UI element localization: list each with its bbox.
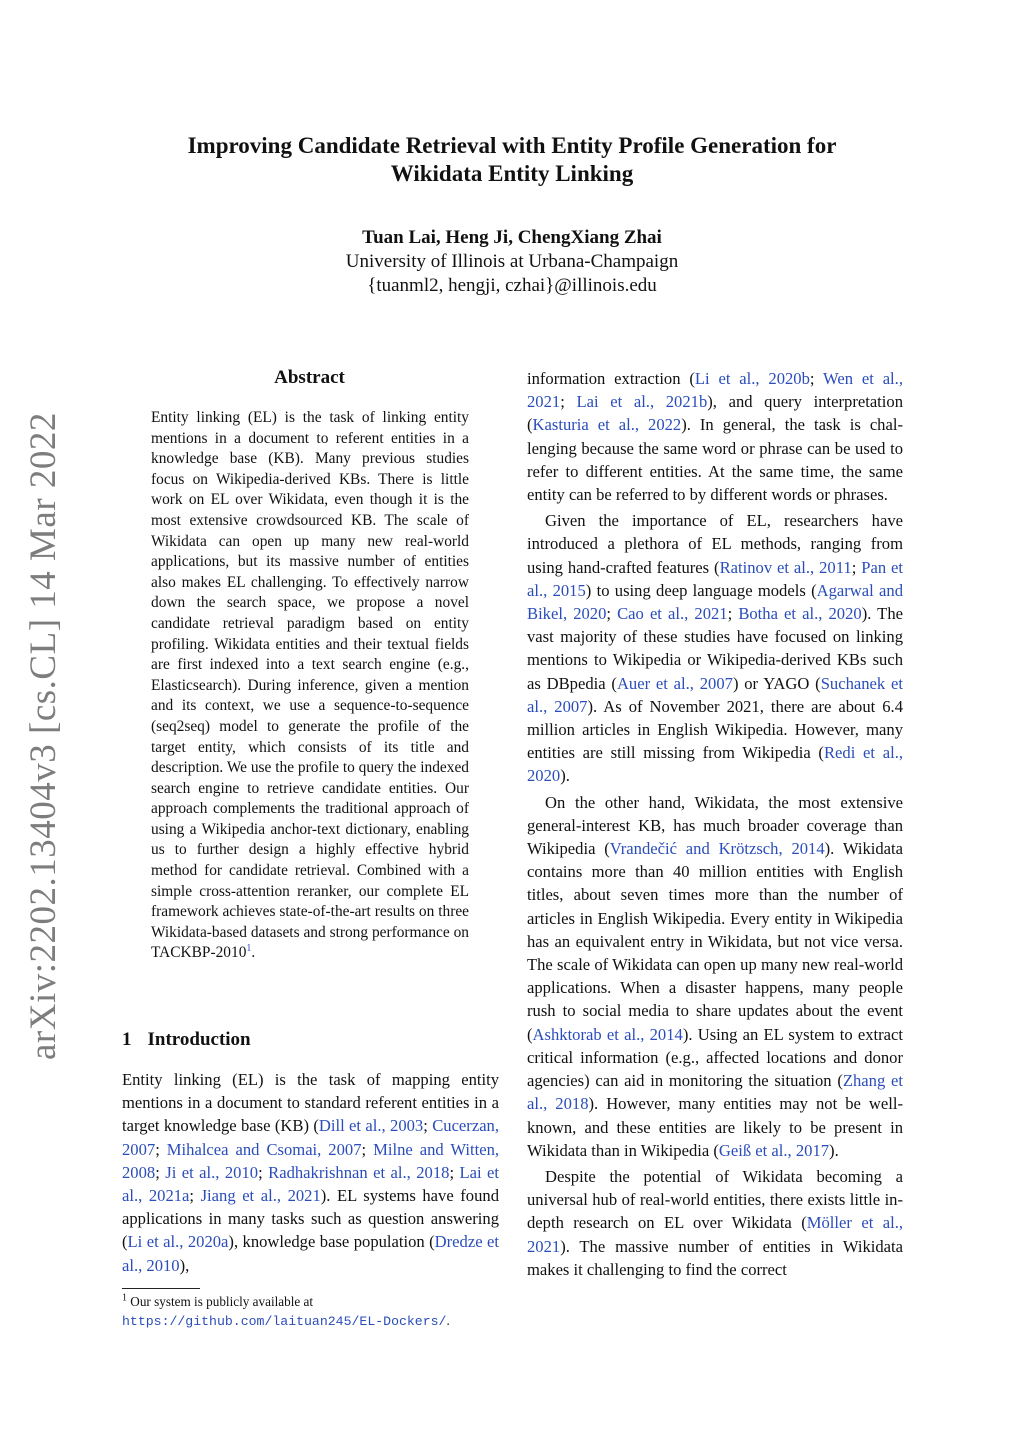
right-column [527,367,903,1281]
citation-link[interactable]: Vrandečić and Krötzsch, 2014 [609,839,825,859]
citation-link[interactable]: Wen et al., 2021 [527,369,903,412]
github-link[interactable]: https://github.com/laituan245/EL-Dockers/ [122,1314,447,1329]
intro-paragraph-1-continued [527,367,903,506]
citation-link[interactable]: Zhang et al., 2018 [527,1071,903,1114]
separator: ; [361,1139,374,1159]
text-run: ) to using deep language models ( [585,580,817,600]
citation-link[interactable]: Botha et al., 2020 [738,604,862,624]
text-run: ). [560,766,570,786]
text-run: ). The vast majority of these studies have focused on linking mentions to Wikipedia or Wikipedia-derived KBs such as DBpedia ( [527,604,903,693]
intro-paragraph-3 [527,791,903,1162]
text-run: ). As of November 2021, there are about 6.4 million articles in English Wikipedia. However, many entities are still missing from Wikipedia ( [527,696,903,763]
abstract-end: . [251,944,256,962]
section-title: Introduction [147,1029,251,1050]
footnote [122,1292,512,1331]
citation-link[interactable]: Ji et al., 2010 [165,1162,259,1182]
separator: ; [449,1162,460,1182]
text-run: ). [829,1140,839,1160]
text-run: Entity linking (EL) is the task of mapping entity mentions in a document to standard referent entities in a target knowledge base (KB) ( [122,1070,499,1136]
citation-link[interactable]: Li et al., 2020a [127,1232,229,1252]
citation-link[interactable]: Geiß et al., 2017 [718,1140,830,1160]
paper-title [100,132,924,188]
arxiv-identifier: arXiv:2202.13404v3 [cs.CL] 14 Mar 2022 [23,412,64,1060]
title-line-2: Wikidata Entity Linking [390,161,634,186]
abstract-heading: Abstract [274,367,345,388]
citation-link[interactable]: Milne and Witten, 2008 [122,1139,500,1182]
text-run: Despite the potential of Wikidata becoming a universal hub of real-world entities, there exists little in-depth research on EL over Wikidata ( [527,1166,903,1233]
citation-link[interactable]: Radhakrishnan et al., 2018 [268,1162,450,1182]
separator: ; [155,1139,167,1159]
citation-link[interactable]: Dill et al., 2003 [318,1116,424,1136]
separator: ; [606,604,618,624]
text-run: On the other hand, Wikidata, the most extensive general-interest KB, has much broader coverage than Wikipedia ( [527,792,903,859]
title-line-1: Improving Candidate Retrieval with Entity Profile Generation for [187,133,837,158]
text-run: ). The massive number of entities in Wikidata makes it challenging to find the correct [527,1236,903,1279]
abstract-text [151,408,469,964]
intro-paragraph-4 [527,1165,903,1281]
separator: ; [727,604,739,624]
text-run: ), knowledge base population ( [228,1232,435,1252]
separator: ; [189,1186,201,1206]
citation-link[interactable]: Pan et al., 2015 [527,557,903,600]
footnote-mark: 1 [122,1292,127,1304]
section-number: 1 [122,1029,132,1050]
citation-link[interactable]: Ashktorab et al., 2014 [532,1024,683,1044]
citation-link[interactable]: Lai et al., 2021b [576,392,708,412]
footnote-ref[interactable]: 1 [246,943,252,955]
text-run: ) or YAGO ( [732,673,821,693]
text-run: information extraction ( [527,369,695,388]
separator: ; [423,1116,433,1136]
citation-link[interactable]: Möller et al., 2021 [527,1213,903,1256]
citation-link[interactable]: Li et al., 2020b [694,369,810,388]
separator: ; [560,392,577,412]
citation-link[interactable]: Lai et al., 2021a [122,1162,500,1206]
citation-link[interactable]: Dredze et al., 2010 [122,1232,499,1275]
text-run: ). In general, the task is challenging because the same word or phrase can be used to refer to different entities. At the same time, the same entity can be referred to by different words or phrases. [527,415,903,505]
text-run: Given the importance of EL, researchers have introduced a plethora of EL methods, ranging from using hand-crafted features ( [527,511,903,577]
separator: ; [155,1162,166,1182]
citation-link[interactable]: Mihalcea and Csomai, 2007 [166,1139,362,1159]
section-heading-introduction [122,1029,251,1051]
intro-paragraph-2 [527,509,903,787]
footnote-text: Our system is publicly available at [127,1294,314,1309]
citation-link[interactable]: Cucerzan, 2007 [122,1116,499,1159]
citation-link[interactable]: Suchanek et al., 2007 [527,673,903,716]
citation-link[interactable]: Agarwal and Bikel, 2020 [527,580,903,624]
separator: ; [258,1162,269,1182]
authors: Tuan Lai, Heng Ji, ChengXiang Zhai [362,227,662,248]
intro-paragraph-1 [122,1068,499,1277]
citation-link[interactable]: Kasturia et al., 2022 [532,415,682,435]
text-run: ). Wikidata contains more than 40 million entities with English titles, about seven times more than the number of articles in English Wikipedia. Every entity in Wikipedia has an equivalent entry in Wikidata, but not vice versa. The scale of Wikidata can open up many new real-world applications. When a disaster happens, many people rush to social media to share updates about the event ( [527,839,903,1044]
citation-link[interactable]: Auer et al., 2007 [616,673,733,693]
text-run: ), and query interpretation ( [527,392,903,435]
separator: ; [809,369,824,388]
affiliation: University of Illinois at Urbana-Champaign [345,251,679,272]
citation-link[interactable]: Redi et al., 2020 [527,743,903,786]
text-run: ). However, many entities may not be well-known, and these entities are likely to be present in Wikidata than in Wikipedia ( [527,1094,904,1160]
text-run: ). EL systems have found applications in many tasks such as question answering ( [122,1186,499,1252]
text-run: ), [179,1255,190,1275]
citation-link[interactable]: Ratinov et al., 2011 [719,557,852,577]
email: {tuanml2, hengji, czhai}@illinois.edu [367,275,657,296]
author-block [100,226,924,298]
footnote-end: . [446,1313,450,1328]
separator: ; [851,557,862,577]
footnote-divider [122,1288,200,1289]
text-run: ). Using an EL system to extract critical information (e.g., affected locations and donor agencies) can aid in monitoring the situation ( [527,1024,904,1091]
abstract-body: Entity linking (EL) is the task of linking entity mentions in a document to referent entities in a knowledge base (KB). Many previous studies focus on Wikipedia-derived KBs. There is little work on EL over Wikidata, even though it is the most extensive crowdsourced KB. The scale of Wikidata can open up many new real-world applications, but its massive number of entities also makes EL challenging. To effectively narrow down the search space, we propose a novel candidate retrieval paradigm based on entity profiling. Wikidata entities and their textual fields are first indexed into a text search engine (e.g., Elasticsearch). During inference, given a mention and its context, we use a sequence-to-sequence (seq2seq) model to generate the profile of the target entity, which consists of its title and description. We use the profile to query the indexed search engine to retrieve candidate entities. Our approach complements the traditional approach of using a Wikipedia anchor-text dictionary, enabling us to further design a highly effective hybrid method for candidate retrieval. Combined with a simple cross-attention reranker, our complete EL framework achieves state-of-the-art results on three Wikidata-based datasets and strong performance on TACKBP-2010 [151,409,469,962]
citation-link[interactable]: Jiang et al., 2021 [200,1186,321,1206]
citation-link[interactable]: Cao et al., 2021 [617,604,728,624]
